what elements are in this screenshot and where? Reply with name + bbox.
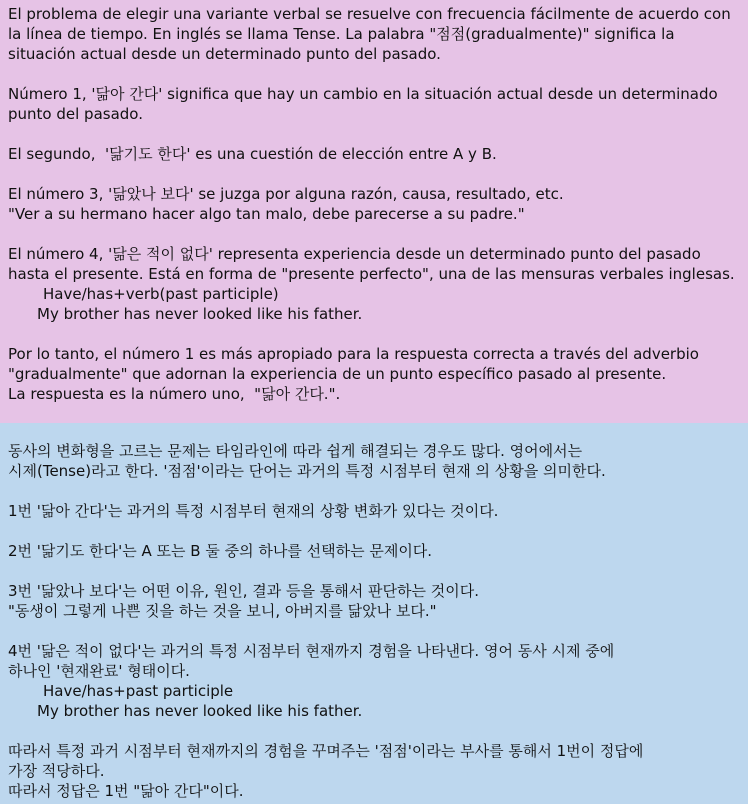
es-option3-line: "Ver a su hermano hacer algo tan malo, debe parecerse a su padre." (8, 205, 525, 223)
es-option4-paragraph (8, 244, 740, 324)
es-grammar-example: Have/has+verb(past participle) (43, 285, 279, 303)
es-conclusion-paragraph (8, 344, 740, 404)
ko-conclusion-line: 가장 적당하다. (8, 762, 105, 780)
es-option2-paragraph (8, 144, 740, 164)
es-intro-line: situación actual desde un determinado punto del pasado. (8, 45, 441, 63)
ko-top-spacer (8, 427, 740, 441)
es-sentence-example: My brother has never looked like his father. (37, 305, 363, 323)
ko-intro-paragraph (8, 441, 740, 481)
es-option3-paragraph (8, 184, 740, 224)
ko-option3-line: "동생이 그렇게 나쁜 짓을 하는 것을 보니, 아버지를 닮았나 보다." (8, 602, 437, 620)
ko-conclusion-line: 따라서 특정 과거 시점부터 현재까지의 경험을 꾸며주는 '점점'이라는 부사를 통해서 1번이 정답에 (8, 742, 644, 760)
ko-intro-line: 동사의 변화형을 고르는 문제는 타임라인에 따라 쉽게 해결되는 경우도 많다. 영어에서는 (8, 442, 583, 460)
es-option3-line: El número 3, '닮았나 보다' se juzga por alguna razón, causa, resultado, etc. (8, 185, 564, 203)
es-option1-line: Número 1, '닮아 간다' significa que hay un cambio en la situación actual desde un determinado (8, 85, 718, 103)
ko-option4-line: 하나인 '현재완료' 형태이다. (8, 662, 190, 680)
es-option4-line: El número 4, '닮은 적이 없다' representa experiencia desde un determinado punto del pasado (8, 245, 701, 263)
es-option1-line: punto del pasado. (8, 105, 143, 123)
ko-option4-line: 4번 '닮은 적이 없다'는 과거의 특정 시점부터 현재까지 경험을 나타낸다. 영어 동사 시제 중에 (8, 642, 615, 660)
es-option1-paragraph (8, 84, 740, 124)
ko-grammar-example: Have/has+past participle (43, 682, 234, 700)
es-conclusion-line: Por lo tanto, el número 1 es más apropiado para la respuesta correcta a través del adverbio (8, 345, 699, 363)
es-intro-line: la línea de tiempo. En inglés se llama Tense. La palabra "점점(gradualmente)" significa la (8, 25, 675, 43)
ko-option3-paragraph (8, 581, 740, 621)
ko-conclusion-line: 따라서 정답은 1번 "닮아 간다"이다. (8, 782, 244, 800)
ko-conclusion-paragraph (8, 741, 740, 801)
ko-option1-paragraph (8, 501, 740, 521)
ko-intro-line: 시제(Tense)라고 한다. '점점'이라는 단어는 과거의 특정 시점부터 현재 의 상황을 의미한다. (8, 462, 606, 480)
es-intro-paragraph (8, 4, 740, 64)
korean-explanation-panel (0, 423, 748, 804)
ko-option4-paragraph (8, 641, 740, 721)
ko-option1-line: 1번 '닮아 간다'는 과거의 특정 시점부터 현재의 상황 변화가 있다는 것이다. (8, 502, 499, 520)
es-option2-line: El segundo, '닮기도 한다' es una cuestión de elección entre A y B. (8, 145, 497, 163)
ko-option3-line: 3번 '닮았나 보다'는 어떤 이유, 원인, 결과 등을 통해서 판단하는 것이다. (8, 582, 480, 600)
ko-sentence-example: My brother has never looked like his father. (37, 702, 363, 720)
ko-option2-paragraph (8, 541, 740, 561)
es-conclusion-line: La respuesta es la número uno, "닮아 간다.". (8, 385, 341, 403)
ko-option2-line: 2번 '닮기도 한다'는 A 또는 B 둘 중의 하나를 선택하는 문제이다. (8, 542, 433, 560)
es-intro-line: El problema de elegir una variante verbal se resuelve con frecuencia fácilmente de acuerdo con (8, 5, 731, 23)
es-option4-line: hasta el presente. Está en forma de "presente perfecto", una de las mensuras verbales inglesas. (8, 265, 735, 283)
es-conclusion-line: "gradualmente" que adornan la experiencia de un punto específico pasado al presente. (8, 365, 667, 383)
